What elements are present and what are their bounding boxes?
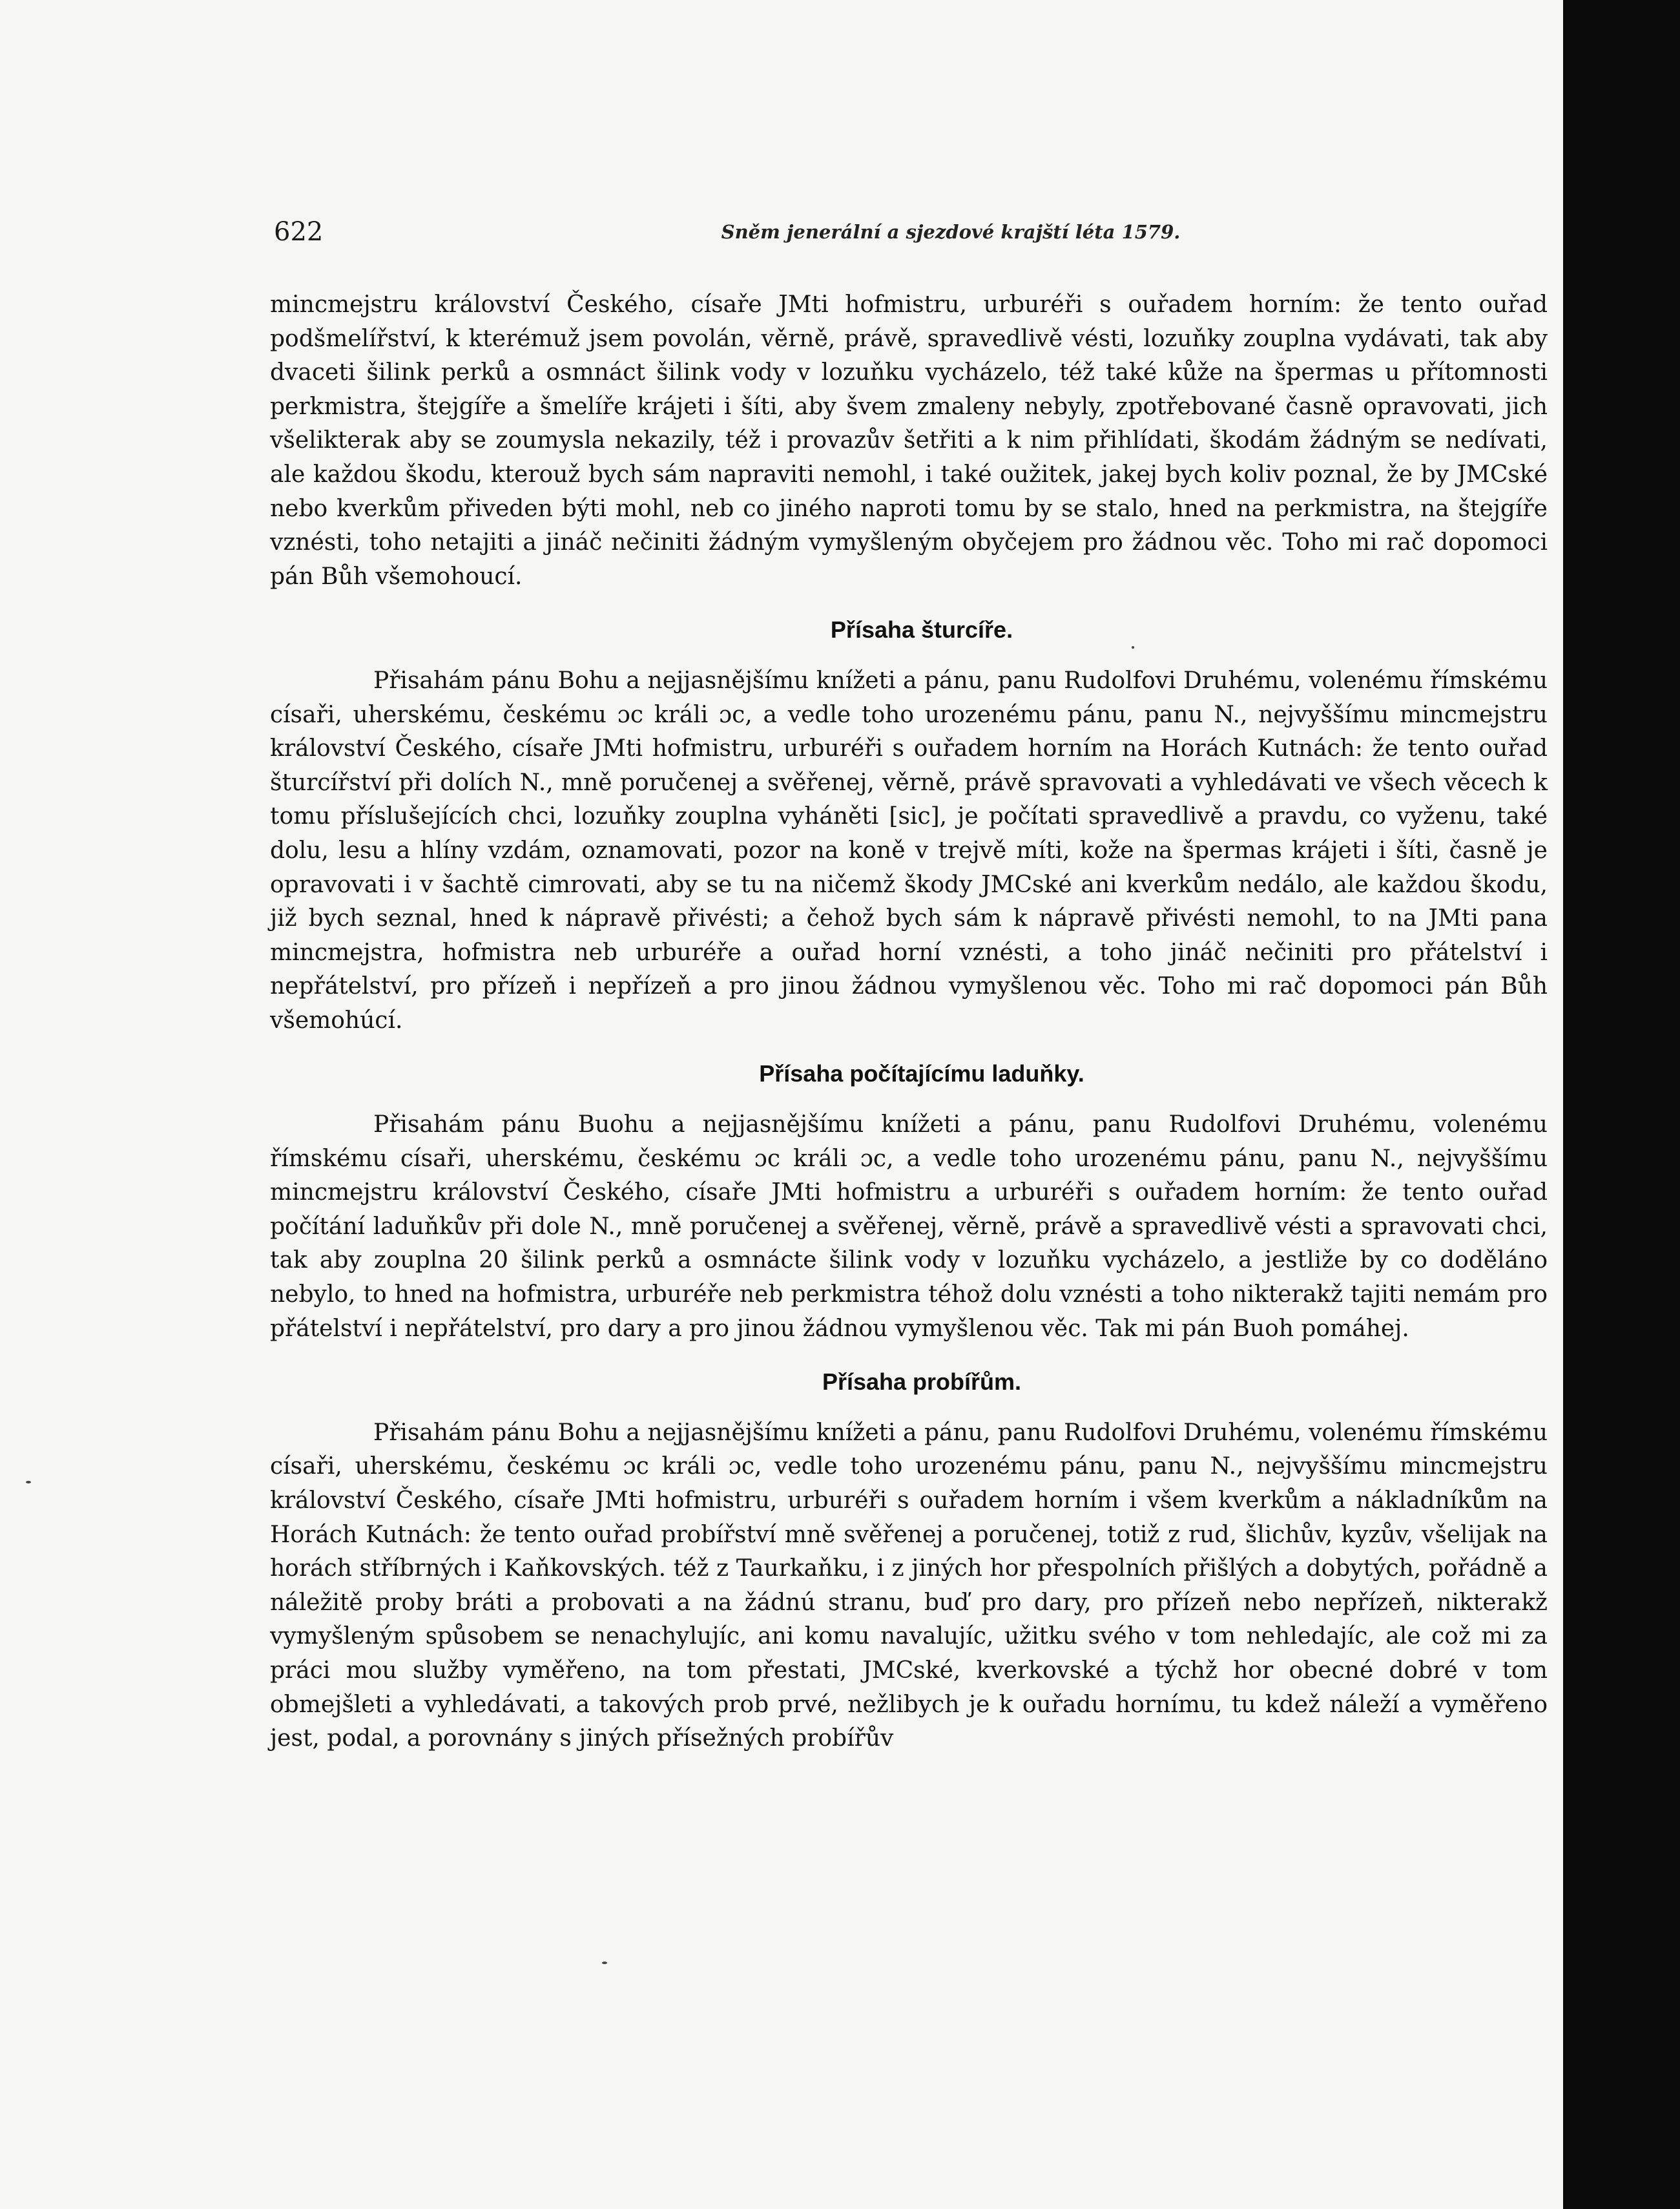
paragraph-continued: mincmejstru království Českého, císaře JMti hofmistru, urburéři s ouřadem horním: že tento ouřad podšmelířství, k kterémuž jsem povolán, věrně, právě, spravedlivě vésti, lozuňky zouplna vydávati, tak aby dvaceti šilink perků a osmnáct šilink vody v lozuňku vycházelo, též také kůže na špermas u přítomnosti perkmistra, štejgíře a šmelíře krájeti i šíti, aby švem zmaleny nebyly, zpotřebované časně opravovati, jich všelikterak aby se zoumysla nekazily, též i provazův šetřiti a k nim přihlídati, škodám žádným se nedívati, ale každou škodu, kterouž bych sám napraviti nemohl, i také oužitek, jakej bych koliv poznal, že by JMCské nebo kverkům přiveden býti mohl, neb co jiného naproti tomu by se stalo, hned na perkmistra, na štejgíře vznésti, toho netajiti a jináč nečiniti žádným vymyšleným obyčejem pro žádnou věc. Toho mi rač dopomoci pán Bůh všemohoucí. bbox=[270, 291, 1548, 590]
page-number: 622 bbox=[274, 217, 324, 247]
document-body bbox=[270, 288, 1548, 1756]
section-heading-probirum: Přísaha probířům. bbox=[822, 1368, 1022, 1396]
paragraph-probirum-oath: Přisahám pánu Bohu a nejjasnějšímu knížeti a pánu, panu Rudolfovi Druhému, volenému římskému císaři, uherskému, českému ɔc králi ɔc, vedle toho urozenému pánu, panu N., nejvyššímu mincmejstru království Českého, císaře JMti hofmistru, urburéři s ouřadem horním i všem kverkům a nákladníkům na Horách Kutnách: že tento ouřad probířství mně svěřenej a poručenej, totiž z rud, šlichův, kyzův, všelijak na horách stříbrných i Kaňkovských. též z Taurkaňku, i z jiných hor přespolních přišlých a dobytých, pořádně a náležitě proby bráti a probovati a na žádnú stranu, buď pro dary, pro přízeň nebo nepřízeň, nikterakž vymyšleným spůsobem se nenachylujíc, ani komu navalujíc, užitku svého v tom nehledajíc, ale což mi za práci mou služby vyměřeno, na tom přestati, JMCské, kverkovské a týchž hor obecné dobré v tom obmejšleti a vyhledávati, a takových prob prvé, nežlibych je k ouřadu hornímu, tu kdež náleží a vyměřeno jest, podal, a porovnány s jiných přísežných probířův bbox=[270, 1419, 1548, 1752]
scan-speck bbox=[1132, 646, 1134, 649]
page-header bbox=[274, 217, 1550, 256]
section-heading-ladunky: Přísaha počítajícímu laduňky. bbox=[759, 1060, 1084, 1087]
paragraph-sturcir-oath: Přisahám pánu Bohu a nejjasnějšímu knížeti a pánu, panu Rudolfovi Druhému, volenému římskému císaři, uherskému, českému ɔc králi ɔc, a vedle toho urozenému pánu, panu N., nejvyššímu mincmejstru království Českého, císaře JMti hofmistru, urburéři s ouřadem horním na Horách Kutnách: že tento ouřad šturcířství při dolích N., mně poručenej a svěřenej, věrně, právě spravovati a vyhledávati ve všech věcech k tomu příslušejících chci, lozuňky zouplna vyháněti [sic], je počítati spravedlivě a pravdu, co vyženu, také dolu, lesu a hlíny vzdám, oznamovati, pozor na koně v trejvě míti, kože na špermas krájeti i šíti, časně je opravovati i v šachtě cimrovati, aby se tu na ničemž škody JMCské ani kverkům nedálo, ale každou škodu, již bych seznal, hned k nápravě přivésti; a čehož bych sám k nápravě přivésti nemohl, to na JMti pana mincmejstra, hofmistra neb urburéře a ouřad horní vznésti, a toho jináč nečiniti pro přátelství i nepřátelství, pro přízeň i nepřízeň a pro jinou žádnou vymyšlenou věc. Toho mi rač dopomoci pán Bůh všemohúcí. bbox=[270, 667, 1548, 1034]
section-heading-sturcir: Přísaha šturcíře. bbox=[830, 616, 1013, 644]
paragraph-ladunky-oath: Přisahám pánu Buohu a nejjasnějšímu knížeti a pánu, panu Rudolfovi Druhému, volenému římskému císaři, uherskému, českému ɔc králi ɔc, a vedle toho urozenému pánu, panu N., nejvyššímu mincmejstru království Českého, císaře JMti hofmistru a urburéři s ouřadem horním: že tento ouřad počítání laduňkův při dole N., mně poručenej a svěřenej, věrně, právě a spravedlivě vésti a spravovati chci, tak aby zouplna 20 šilink perků a osmnácte šilink vody v lozuňku vycházelo, a jestliže by co doděláno nebylo, to hned na hofmistra, urburéře neb perkmistra téhož dolu vznésti a toho nikterakž tajiti nemám pro přátelství i nepřátelství, pro dary a pro jinou žádnou vymyšlenou věc. Tak mi pán Buoh pomáhej. bbox=[270, 1111, 1548, 1342]
running-title: Sněm jenerální a sjezdové krajští léta 1579. bbox=[721, 221, 1181, 243]
scan-speck bbox=[26, 1481, 31, 1483]
scan-speck bbox=[602, 1962, 607, 1964]
